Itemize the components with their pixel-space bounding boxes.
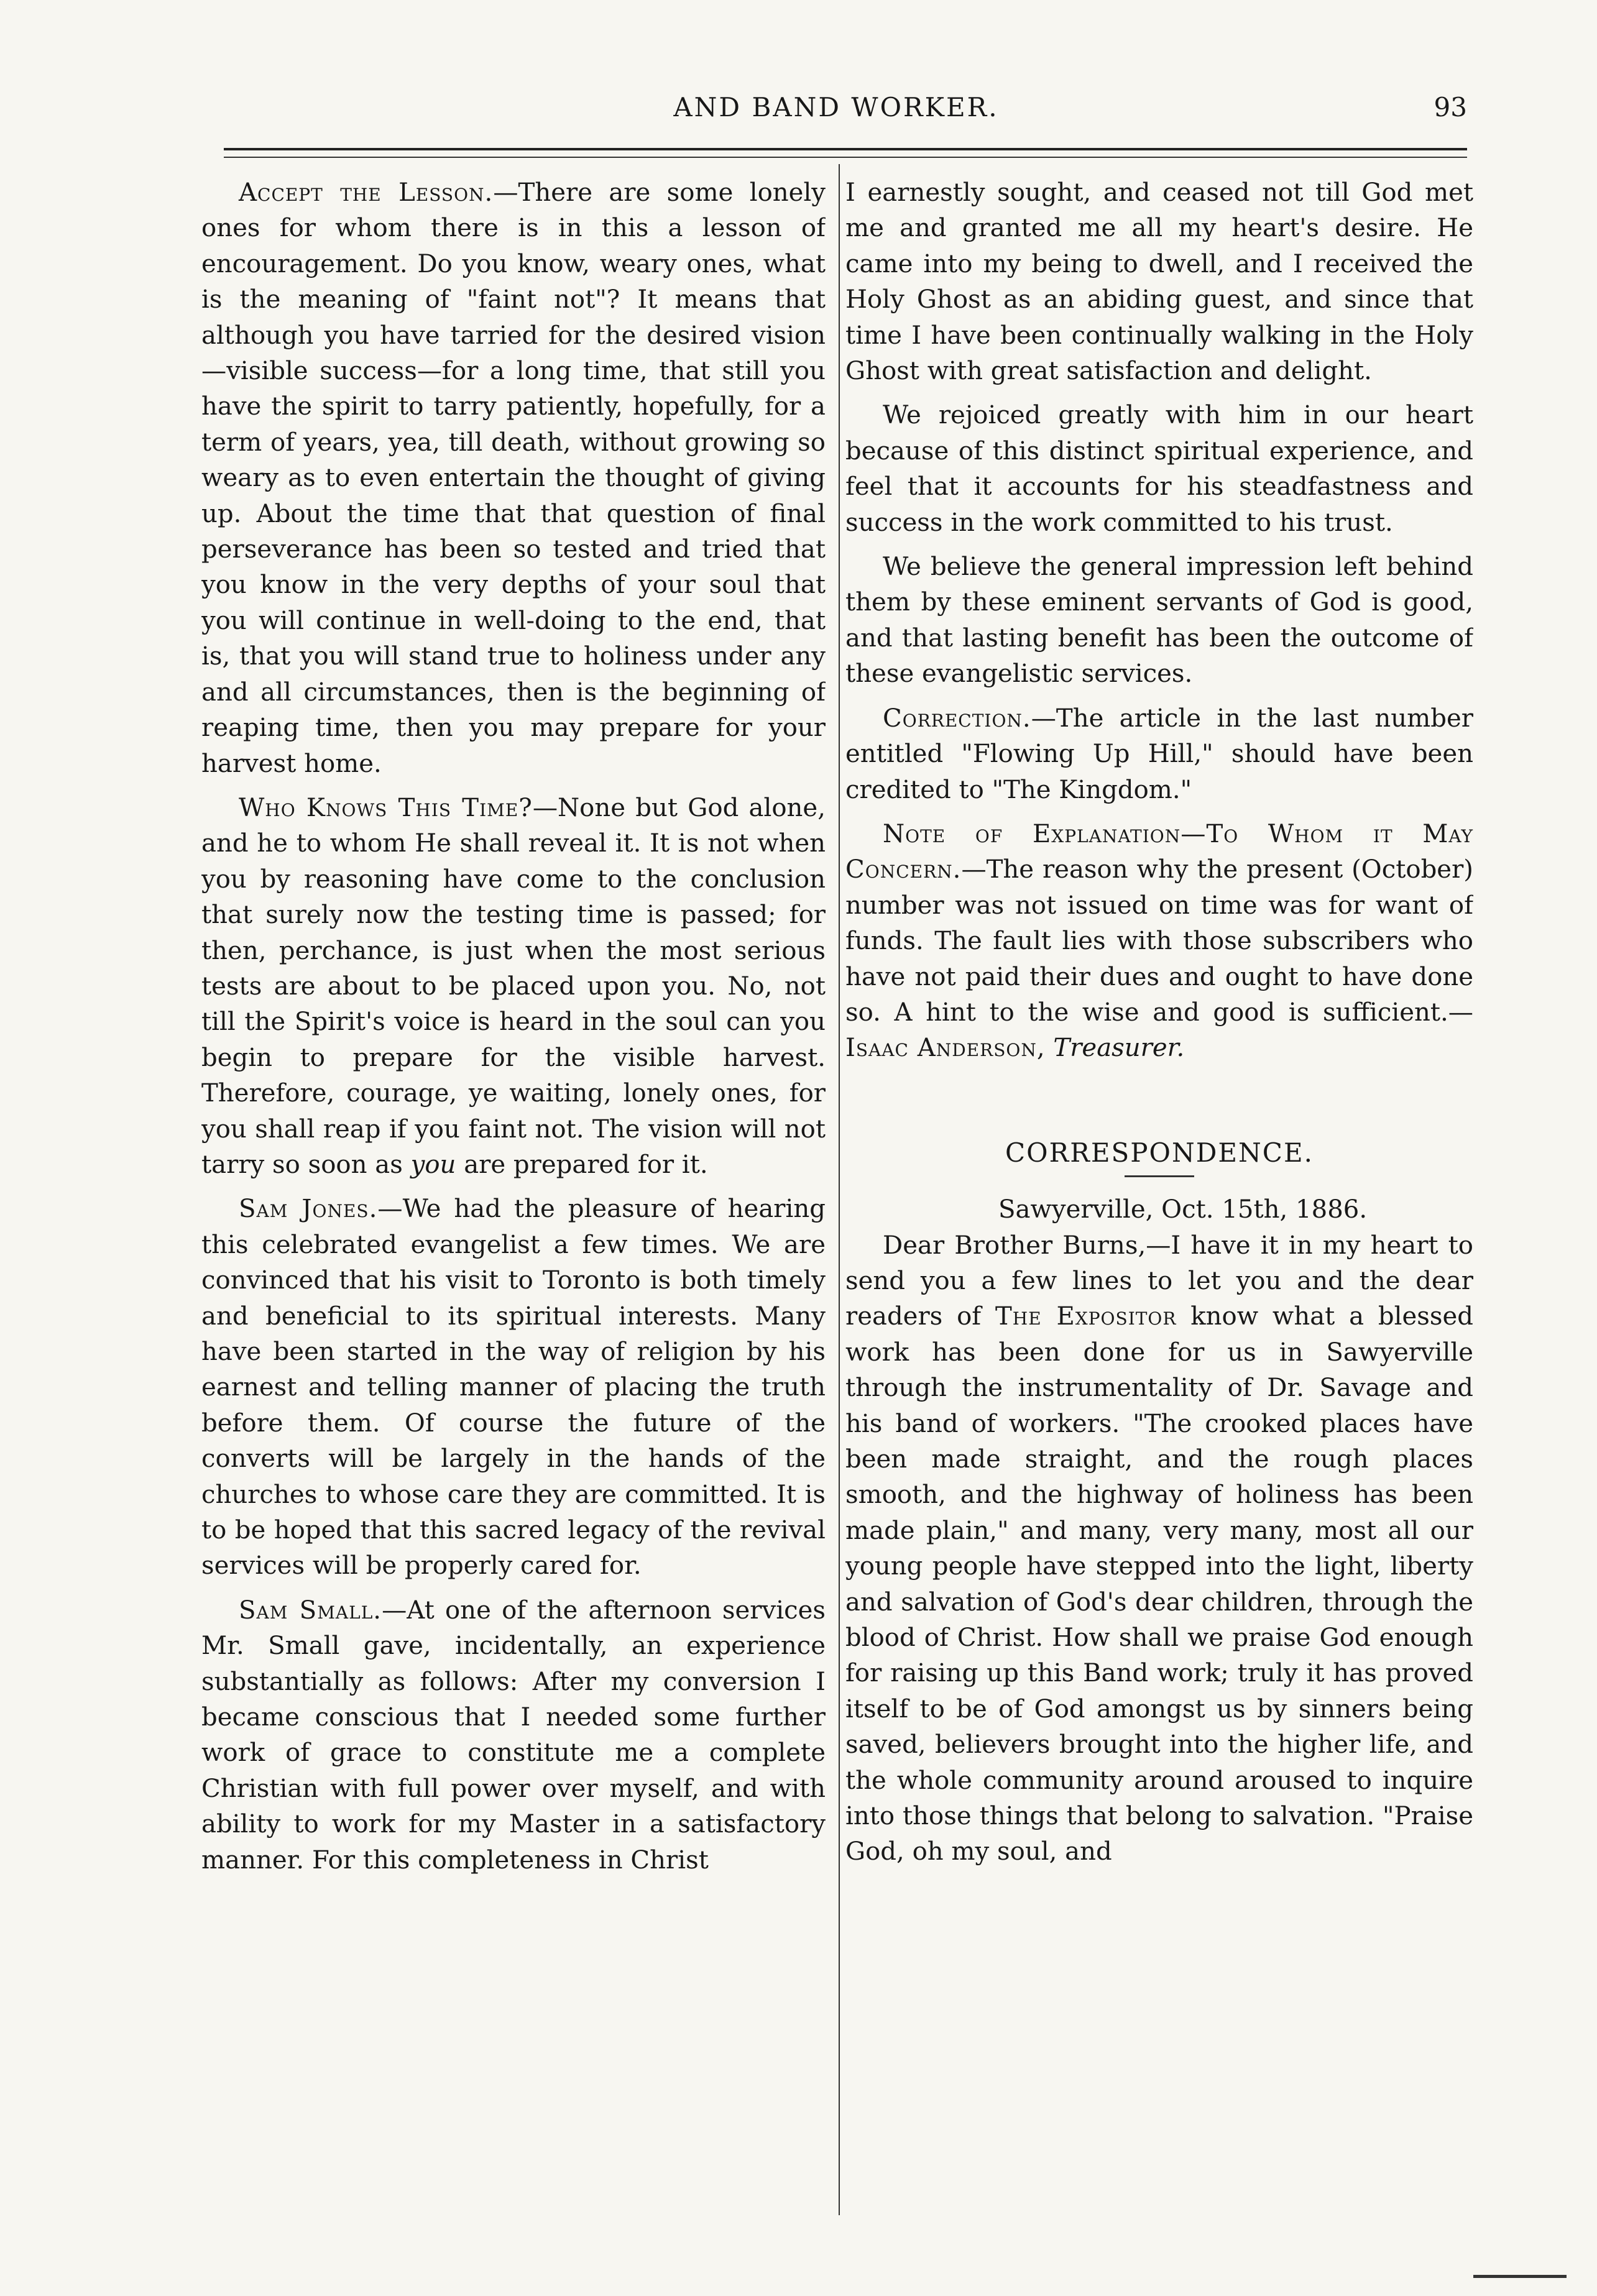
header-rule-thin [224,157,1467,158]
paragraph-text: —We had the pleasure of hearing this celebrated evangelist a few times. We are convinced that his visit to Toronto is both timely and beneficial to its spiritual interests. Many have been started in the way of religion by his earnest and telling manner of placing the truth before them. Of course the future of the converts will be largely in the hands of the churches to whose care they are committed. It is to be hoped that this sacred legacy of the revival services will be properly cared for. [201,1195,826,1581]
paragraph-text: Dear Brother Burns,—I have it in my heart to send you a few lines to let you and the dear readers of [845,1231,1473,1331]
paragraph-lead: Who Knows This Time? [239,793,533,822]
paragraph-text: are prepared for it. [464,1150,708,1179]
publication-name: The Expositor [995,1302,1177,1331]
paragraph-correction [845,701,1473,808]
paragraph-note-of-explanation [845,817,1473,1067]
paragraph-lead: Sam Jones. [239,1195,378,1224]
paragraph-sam-small-continued: I earnestly sought, and ceased not till God met me and granted me all my heart's desire. He came into my being to dwell, and I received the Holy Ghost as an abiding guest, and since that time I have been continually walking in the Holy Ghost with great satisfaction and delight. [845,178,1473,386]
paragraph-text: —The article in the last number entitled "Flowing Up Hill," should have been credited to "The Kingdom." [845,704,1473,804]
paragraph-text: know what a blessed work has been done for us in Sawyerville through the instrumentality of Dr. Savage and his band of workers. "The crooked places have been made straight, and the rough places smooth, and the highway of holiness has been made plain," and many, very many, most all our young people have stepped into the light, liberty and salvation of God's dear children, through the blood of Christ. How shall we praise God enough for raising up this Band work; truly it has proved itself to be of God amongst us by sinners being saved, believers brought into the higher life, and the whole community around aroused to inquire into those things that belong to salvation. "Praise God, oh my soul, and [845,1302,1473,1867]
paragraph-text: —None but God alone, and he to whom He shall reveal it. It is not when you by reasoning have come to the conclusion that surely now the testing time is passed; for then, perchance, is just when the most serious tests are about to be placed upon you. No, not till the Spirit's voice is heard in the soul can you begin to prepare for the visible harvest. Therefore, courage, ye waiting, lonely ones, for you shall reap if you faint not. The vision will not tarry so soon as [201,793,826,1179]
paragraph-text: —There are some lonely ones for whom there is in this a lesson of encouragement. Do you know, weary ones, what is the meaning of "faint not"? It means that although you have tarried for the desired vision—visible success—for a long time, that still you have the spirit to tarry patiently, hopefully, for a term of years, yea, till death, without growing so weary as to even entertain the thought of giving up. About the time that that question of final perseverance has been so tested and tried that you know in the very depths of your soul that you will continue in well-doing to the end, that is, that you will stand true to holiness under any and all circumstances, then is the beginning of reaping time, then you may prepare for your harvest home. [201,178,826,778]
page-header [205,92,1467,135]
bottom-rule [1473,2275,1567,2278]
signature-title: Treasurer. [1053,1034,1185,1063]
letter-dateline: Sawyerville, Oct. 15th, 1886. [998,1195,1368,1224]
right-column [845,175,1473,2226]
paragraph-text: —At one of the afternoon services Mr. Small gave, incidentally, an experience substantially as follows: After my conversion I became conscious that I needed some further work of grace to constitute me a complete Christian with full power over myself, and with ability to work for my Master in a satisfactory manner. For this completeness in Christ [201,1596,826,1875]
paragraph-text: —The reason why the present (October) number was not issued on time was for want of funds. The fault lies with those subscribers who have not paid their dues and ought to have done so. A hint to the wise and good is sufficient.— [845,855,1473,1027]
paragraph-general-impression: We believe the general impression left behind them by these eminent servants of God is good, and that lasting benefit has been the outcome of these evangelistic services. [845,553,1473,689]
letter-body [845,1228,1473,1870]
paragraph-accept-the-lesson [201,175,826,782]
paragraph-lead: Sam Small. [239,1596,382,1625]
emphasis-text: you [410,1150,456,1179]
heading-rule [1125,1175,1194,1177]
left-column [201,175,826,2226]
paragraph-who-knows-this-time [201,791,826,1183]
page-number: 93 [1434,92,1467,122]
correspondence-heading: CORRESPONDENCE. [1005,1137,1314,1168]
column-divider [839,164,840,2215]
signature: Isaac Anderson, [845,1034,1046,1063]
paragraph-lead: Accept the Lesson. [239,178,494,207]
running-title: AND BAND WORKER. [673,92,999,122]
header-rule-thick [224,148,1467,150]
paragraph-sam-small [201,1593,826,1878]
paragraph-sam-jones [201,1192,826,1584]
paragraph-lead: Note of Explanation—To Whom it May Concern. [845,819,1473,884]
paragraph-rejoiced: We rejoiced greatly with him in our heart because of this distinct spiritual experience, and feel that it accounts for his steadfastness and success in the work committed to his trust. [845,401,1473,537]
paragraph-lead: Correction. [883,704,1031,733]
